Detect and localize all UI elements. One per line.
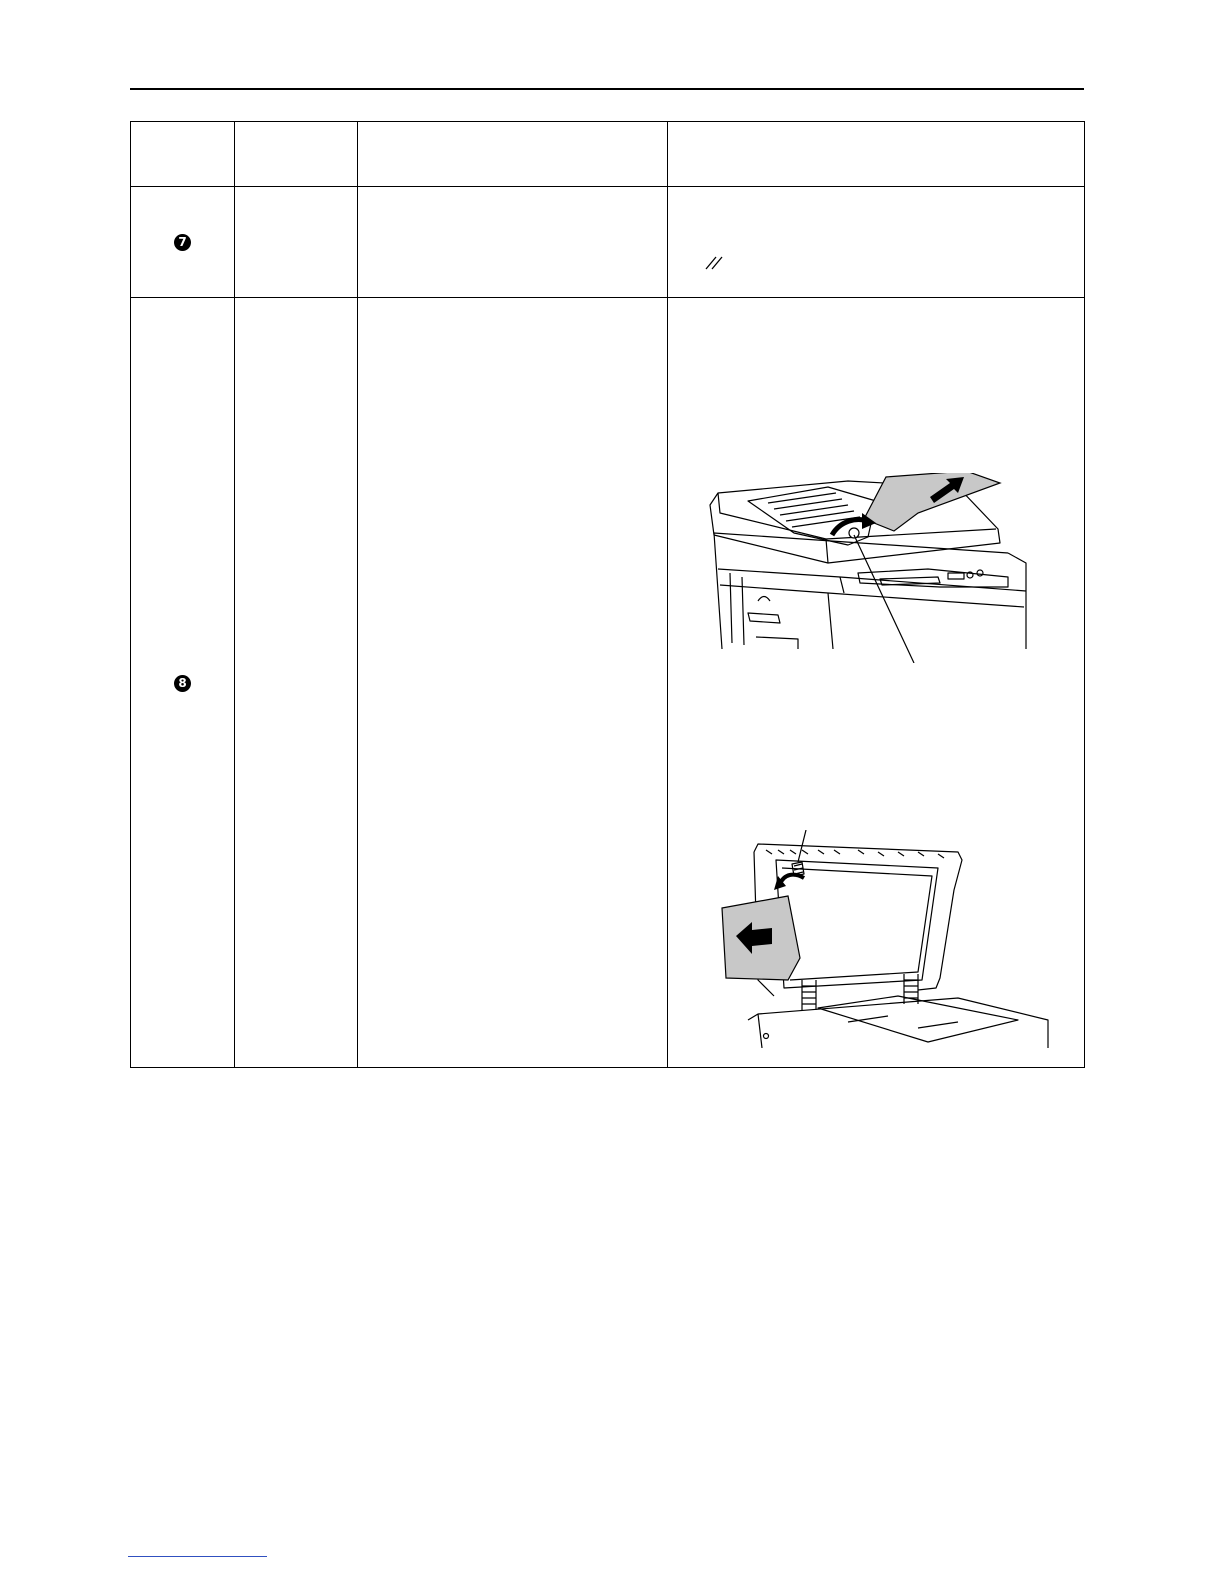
footer-link-underline (128, 1556, 267, 1557)
top-rule (130, 88, 1084, 90)
header-cell-cause (358, 122, 668, 187)
header-cell-code (235, 122, 358, 187)
paper-sheet (864, 473, 1000, 531)
adf-paper-removal-illustration (708, 473, 1053, 663)
header-cell-number (131, 122, 235, 187)
cause-cell (358, 187, 668, 298)
table-row (131, 298, 1085, 1068)
remedy-cell (668, 298, 1085, 1068)
code-cell (235, 298, 358, 1068)
circled-number-8-icon: 8 (174, 675, 191, 692)
table-header-row (131, 122, 1085, 187)
header-cell-remedy (668, 122, 1085, 187)
platen-cover-paper-removal-illustration (718, 830, 1063, 1048)
circled-number-7-icon: 7 (174, 234, 191, 251)
double-slash-icon (704, 253, 724, 271)
table-row (131, 187, 1085, 298)
curved-arrow-icon (780, 875, 804, 884)
code-cell (235, 187, 358, 298)
knob-icon (849, 528, 859, 538)
remedy-cell (668, 187, 1085, 298)
cause-cell (358, 298, 668, 1068)
row-number-cell (131, 298, 235, 1068)
row-number-cell (131, 187, 235, 298)
troubleshooting-table (130, 121, 1085, 1068)
